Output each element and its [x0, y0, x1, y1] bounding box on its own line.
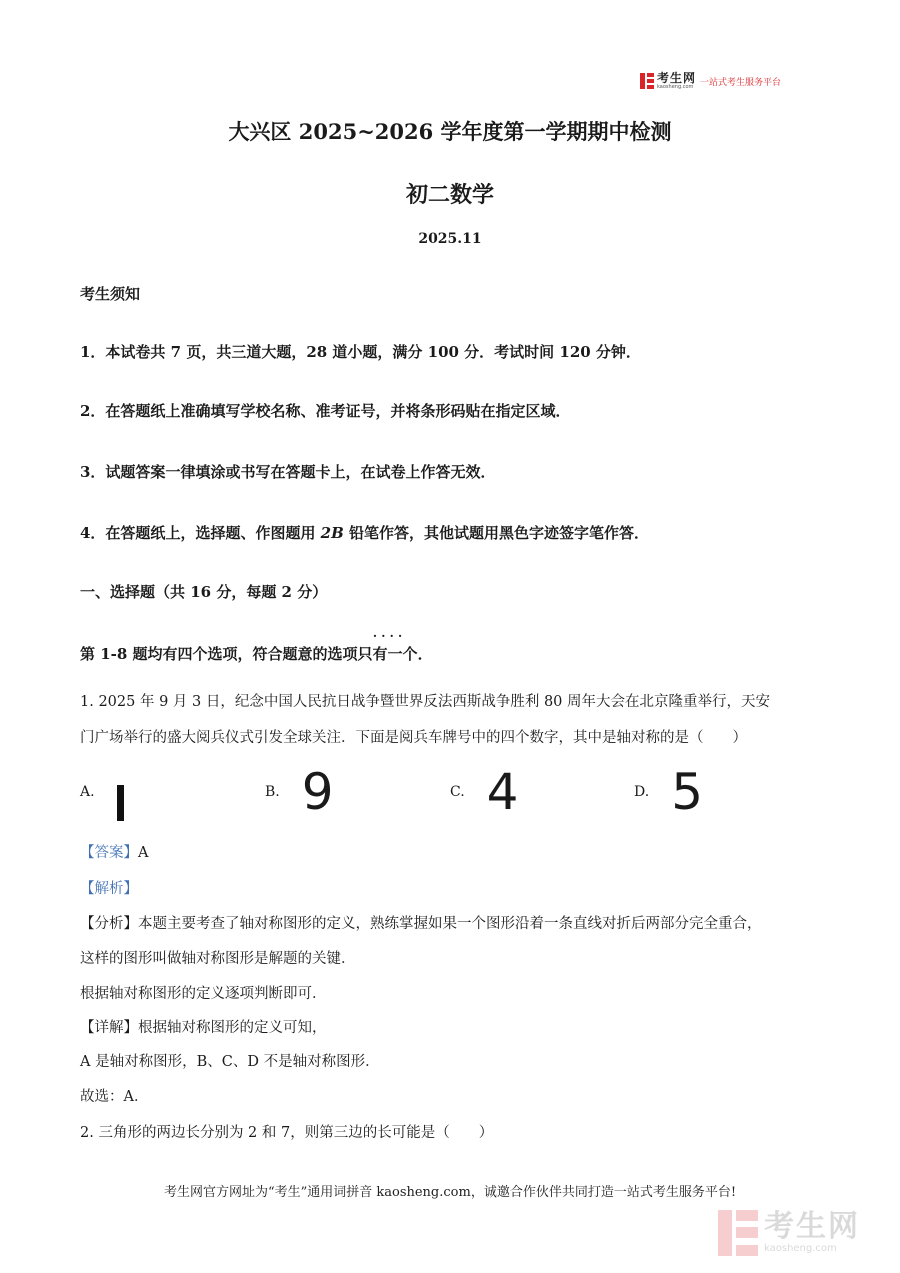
digit-five-glyph: 5 [671, 763, 703, 821]
notice-heading: 考生须知 [80, 285, 141, 303]
answer-value: A [138, 845, 149, 861]
q2-stem: 2. 三角形的两边长分别为 2 和 7，则第三边的长可能是（ ） [80, 1125, 494, 1141]
q1-xiangjie-line-2: A 是轴对称图形，B、C、D 不是轴对称图形． [80, 1054, 380, 1070]
instruction-pre: 第 1-8 题均有四个选项，符合题意的选项 [80, 645, 358, 663]
q1-stem-line-1: 1. 2025 年 9 月 3 日，纪念中国人民抗日战争暨世界反法西斯战争胜利 80 周年大会在北京隆重举行，天安 [80, 694, 771, 710]
instruction-emphasis: · · · · 只有一个 [358, 643, 418, 664]
footer-text: 考生网官方网址为“考生”通用词拼音 kaosheng.com，诚邀合作伙伴共同打造一站式考生服务平台! [163, 1185, 737, 1200]
q1-fenxi-line-1: 【分析】本题主要考查了轴对称图形的定义，熟练掌握如果一个图形沿着一条直线对折后两部分完全重合， [80, 916, 762, 932]
section-1-instruction [80, 643, 433, 664]
notice-item-1: 1．本试卷共 7 页，共三道大题，28 道小题，满分 100 分．考试时间 120 分钟． [80, 343, 641, 361]
section-1-heading: 一、选择题（共 16 分，每题 2 分） [80, 583, 328, 601]
kaosheng-logo-icon [640, 73, 654, 89]
q1-analysis-tag: 【解析】 [80, 881, 138, 897]
watermark-domain: kaosheng.com [764, 1243, 837, 1254]
digit-one-glyph [117, 785, 124, 821]
option-letter: B. [265, 784, 280, 800]
notice-item-4-pre: 4．在答题纸上，选择题、作图题用 [80, 524, 321, 542]
logo-slogan: 一站式考生服务平台 [700, 77, 782, 88]
q1-fenxi-line-3: 根据轴对称图形的定义逐项判断即可． [80, 986, 327, 1002]
watermark [718, 1210, 860, 1256]
answer-tag: 【答案】 [80, 845, 138, 861]
notice-item-3: 3．试题答案一律填涂或书写在答题卡上，在试卷上作答无效． [80, 463, 496, 481]
exam-date: 2025.11 [418, 231, 482, 247]
notice-item-4-post: 铅笔作答，其他试题用黑色字迹签字笔作答． [343, 524, 650, 542]
option-letter: D. [634, 784, 650, 800]
logo-domain: kaosheng.com [657, 84, 694, 90]
q1-option-b [265, 762, 334, 822]
header-logo [640, 72, 781, 90]
watermark-name: 考生网 [764, 1209, 860, 1244]
q1-option-a [80, 762, 124, 822]
digit-nine-glyph: 9 [301, 763, 334, 821]
digit-four-glyph: 4 [486, 763, 519, 821]
q1-option-d [634, 762, 703, 822]
q1-xiangjie-line-1: 【详解】根据轴对称图形的定义可知， [80, 1020, 327, 1036]
exam-title: 大兴区 2025~2026 学年度第一学期期中检测 [228, 119, 672, 144]
q1-fenxi-line-2: 这样的图形叫做轴对称图形是解题的关键． [80, 951, 356, 967]
q1-answer [80, 841, 148, 862]
instruction-post: ． [417, 645, 433, 663]
q1-stem-line-2: 门广场举行的盛大阅兵仪式引发全球关注．下面是阅兵车牌号中的四个数字，其中是轴对称的是（ ） [80, 730, 747, 746]
exam-subject: 初二数学 [405, 182, 494, 208]
notice-item-2: 2．在答题纸上准确填写学校名称、准考证号，并将条形码贴在指定区域． [80, 402, 571, 420]
notice-item-4-pencil: 2B [320, 524, 344, 542]
q1-option-c [450, 762, 518, 822]
q1-conclusion: 故选：A． [80, 1089, 149, 1105]
logo-name: 考生网 [657, 71, 697, 85]
option-letter: C. [450, 784, 465, 800]
notice-item-4 [80, 522, 649, 543]
option-letter: A. [80, 784, 95, 800]
watermark-logo-icon [718, 1210, 758, 1256]
